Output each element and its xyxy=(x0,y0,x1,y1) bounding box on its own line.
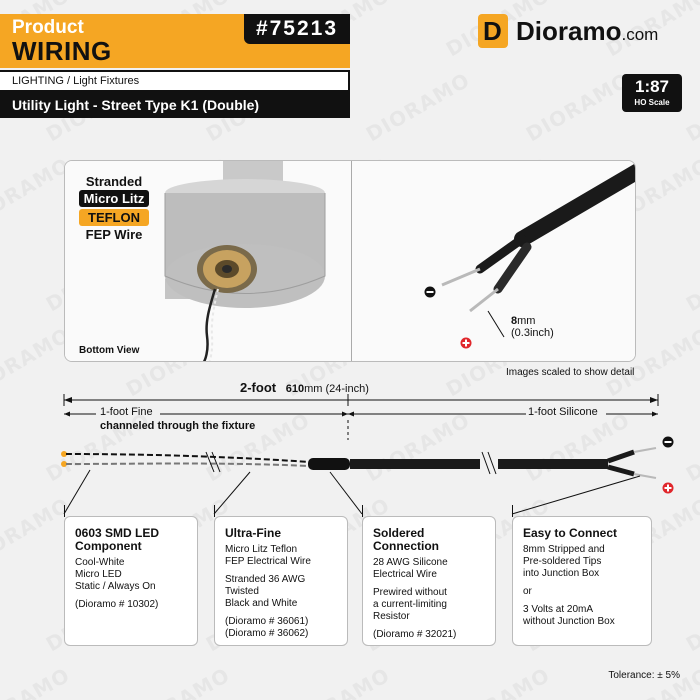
strip-length-label xyxy=(511,315,535,327)
card-line: Electrical Wire xyxy=(373,569,437,580)
brand-logo[interactable] xyxy=(478,14,658,48)
watermark-text xyxy=(0,663,74,700)
card-line: Cool-White xyxy=(75,557,125,568)
dimension-total xyxy=(240,380,369,395)
sku-badge: #75213 xyxy=(244,14,350,44)
card-line: Black and White xyxy=(225,598,298,609)
watermark-text xyxy=(122,663,234,700)
card-line: without Junction Box xyxy=(523,616,615,627)
strip-length-inch: (0.3inch) xyxy=(511,327,554,339)
card-title: 0603 SMD LED Component xyxy=(75,526,160,553)
card-line: (Dioramo # 32021) xyxy=(373,629,457,640)
header-product: Product xyxy=(12,17,84,38)
watermark-text xyxy=(602,663,700,700)
page-title: Utility Light - Street Type K1 (Double) xyxy=(0,92,350,118)
card-led-component xyxy=(64,516,198,646)
badge-micro-litz: Micro Litz xyxy=(79,190,149,207)
logo-icon xyxy=(478,14,508,48)
watermark-text xyxy=(282,663,394,700)
card-line: FEP Electrical Wire xyxy=(225,556,311,567)
card-line: a current-limiting xyxy=(373,599,447,610)
card-line: into Junction Box xyxy=(523,568,600,579)
card-line: Twisted xyxy=(225,586,259,597)
watermark-text xyxy=(522,68,634,147)
badge-teflon: TEFLON xyxy=(79,209,149,226)
card-line: Prewired without xyxy=(373,587,447,598)
watermark-text xyxy=(682,578,700,657)
card-line: 3 Volts at 20mA xyxy=(523,604,594,615)
brand-suffix: .com xyxy=(621,24,659,44)
card-line: Micro Litz Teflon xyxy=(225,544,298,555)
dimension-total-label: 2-foot xyxy=(240,380,277,395)
strip-length-value: 8 xyxy=(511,315,518,327)
strip-length-unit: mm xyxy=(517,315,536,327)
scale-badge xyxy=(622,74,682,112)
card-line: 8mm Stripped and xyxy=(523,544,605,555)
card-soldered-connection xyxy=(362,516,496,646)
tolerance-note: Tolerance: ± 5% xyxy=(608,670,680,681)
card-line: (Dioramo # 36061) xyxy=(225,616,309,627)
watermark-text xyxy=(682,238,700,317)
card-line: Stranded 36 AWG xyxy=(225,574,306,585)
dimension-mm-value: 610 xyxy=(285,383,305,395)
bottom-view-caption: Bottom View xyxy=(79,345,140,356)
card-line: Pre-soldered Tips xyxy=(523,556,602,567)
card-line: Static / Always On xyxy=(75,581,156,592)
scale-label: HO Scale xyxy=(634,98,670,107)
card-title: Ultra-Fine xyxy=(225,526,282,540)
card-ultra-fine xyxy=(214,516,348,646)
badge-fep-wire: FEP Wire xyxy=(85,227,143,242)
image-note: Images scaled to show detail xyxy=(506,367,635,378)
badge-stranded: Stranded xyxy=(85,174,143,189)
brand-name: Dioramo xyxy=(516,15,622,46)
wire-type-badges xyxy=(79,173,149,243)
watermark-text xyxy=(362,68,474,147)
card-line: Micro LED xyxy=(75,569,122,580)
card-line: (Dioramo # 10302) xyxy=(75,599,159,610)
card-title: Soldered Connection xyxy=(373,526,439,553)
breadcrumb: LIGHTING / Light Fixtures xyxy=(0,70,350,92)
fine-wire-label: 1-foot Fine xyxy=(100,406,153,418)
card-line: (Dioramo # 36062) xyxy=(225,628,309,639)
card-line: or xyxy=(523,586,532,597)
watermark-text xyxy=(442,663,554,700)
watermark-text xyxy=(0,153,74,232)
stripped-cable-photo xyxy=(352,161,636,362)
silicone-wire-label: 1-foot Silicone xyxy=(528,406,598,418)
watermark-text xyxy=(682,68,700,147)
card-title: Easy to Connect xyxy=(523,526,618,540)
scale-ratio: 1:87 xyxy=(634,77,670,96)
photo-panel xyxy=(64,160,636,362)
dimension-mm-unit: mm (24-inch) xyxy=(304,383,369,395)
header-wiring: WIRING xyxy=(12,36,112,66)
fine-wire-sublabel: channeled through the fixture xyxy=(100,420,256,432)
card-easy-connect xyxy=(512,516,652,646)
card-line: 28 AWG Silicone xyxy=(373,557,448,568)
card-line: Resistor xyxy=(373,611,410,622)
